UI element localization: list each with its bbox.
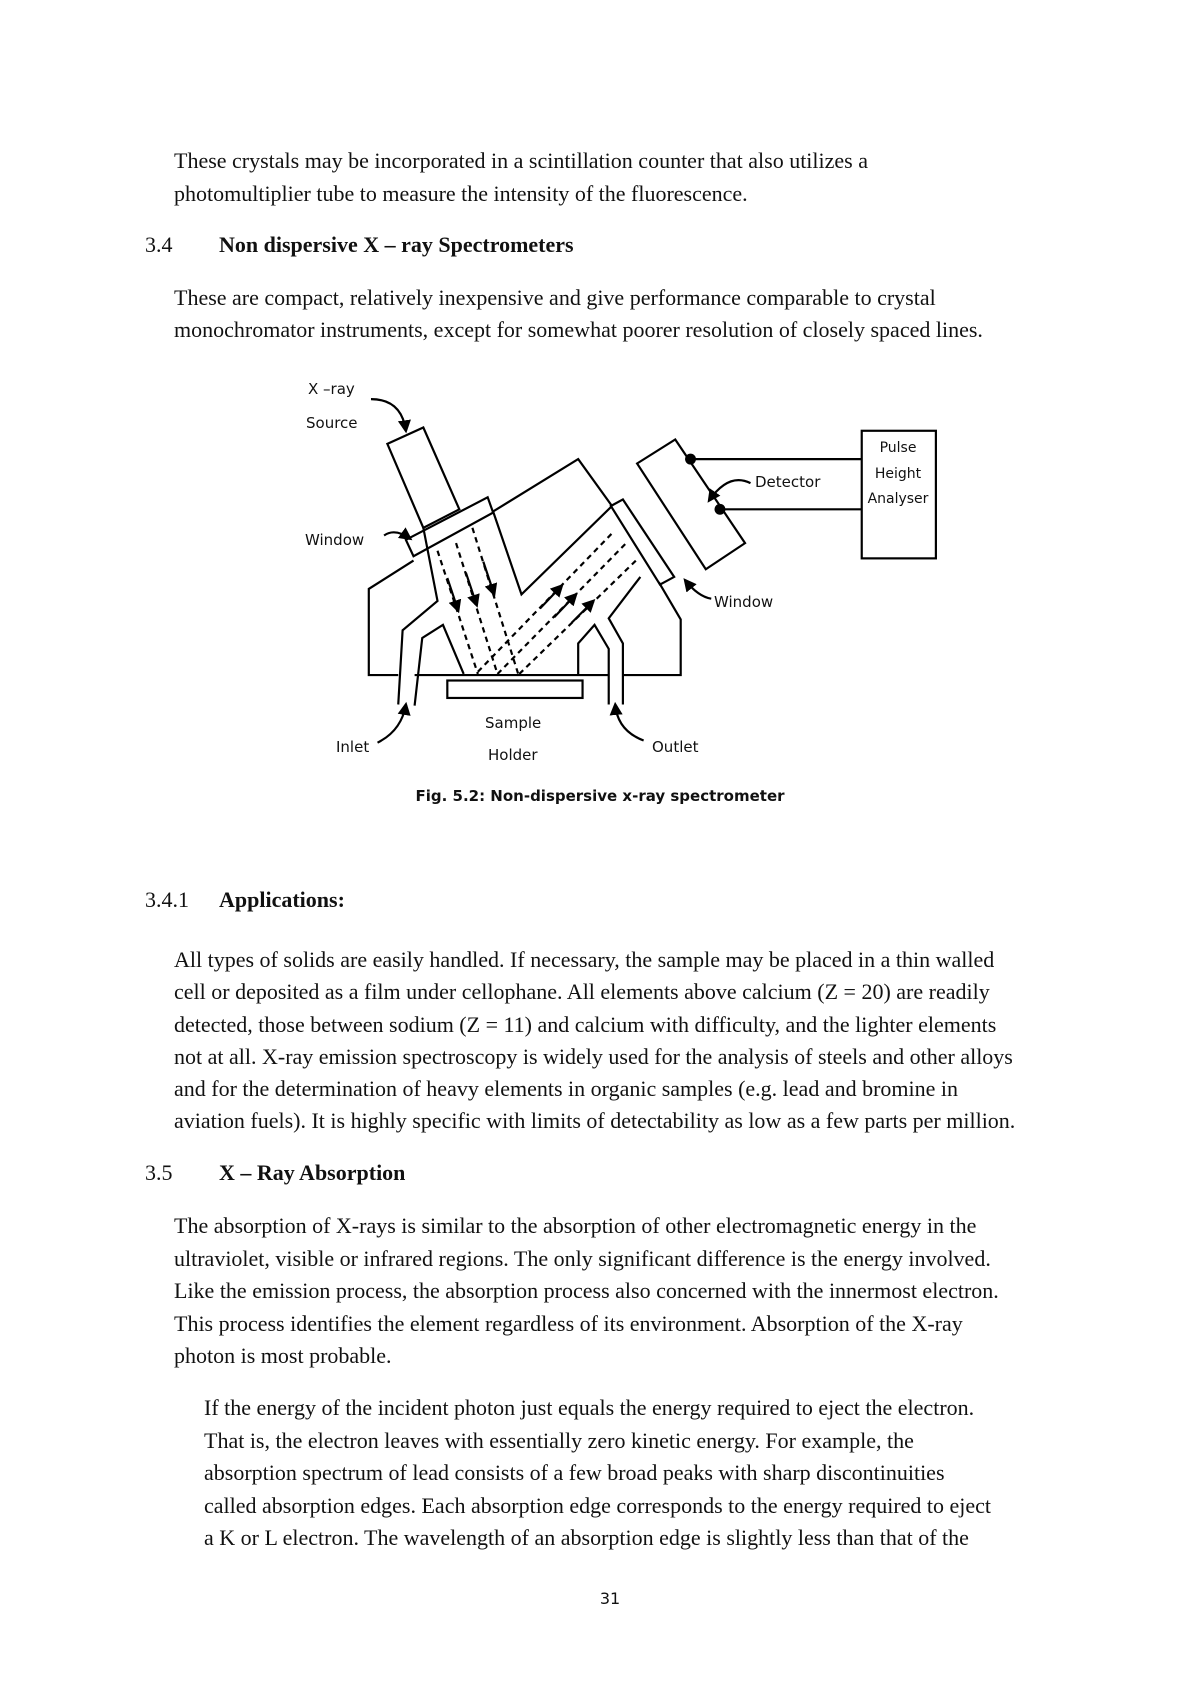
indented-paragraph-line: If the energy of the incident photon just equals the energy required to eject the electron. <box>204 1395 975 1420</box>
chamber-top <box>493 459 612 511</box>
paragraph-line: cell or deposited as a film under cellophane. All elements above calcium (Z = 20) are readily <box>174 979 990 1004</box>
paragraph-line: All types of solids are easily handled. If necessary, the sample may be placed in a thin walled <box>174 947 995 972</box>
indented-paragraph-line: absorption spectrum of lead consists of a few broad peaks with sharp discontinuities <box>204 1460 945 1485</box>
window-pointer-arrow <box>384 532 410 538</box>
down-ray-arrow <box>483 562 494 595</box>
paragraph-line: aviation fuels). It is highly specific with limits of detectability as low as a few parts per million. <box>174 1108 1016 1133</box>
window-right-pointer-arrow <box>685 580 711 599</box>
label-sample: Sample <box>485 714 542 732</box>
outlet-tube-outer <box>609 577 641 705</box>
label-analyser: Analyser <box>867 491 929 507</box>
paragraph-line: Like the emission process, the absorption process also concerned with the innermost electron. <box>174 1278 999 1303</box>
label-xray: X –ray <box>308 380 355 398</box>
chamber-left-wall <box>369 561 414 676</box>
detector-terminal <box>715 504 726 515</box>
indented-paragraph-line: called absorption edges. Each absorption edge corresponds to the energy required to eject <box>204 1493 992 1518</box>
paragraph-line: These are compact, relatively inexpensive and give performance comparable to crystal <box>174 285 936 310</box>
paragraph-line: ultraviolet, visible or infrared regions. The only significant difference is the energy involved. <box>174 1246 991 1271</box>
detector-pointer-arrow <box>709 480 750 500</box>
xray-source-tube <box>387 427 459 527</box>
paragraph-line: and for the determination of heavy elements in organic samples (e.g. lead and bromine in <box>174 1076 959 1101</box>
up-ray-arrow <box>572 601 594 623</box>
section-number: 3.5 <box>145 1160 173 1185</box>
source-window <box>406 497 493 556</box>
paragraph-line: detected, those between sodium (Z = 11) and calcium with difficulty, and the lighter elements <box>174 1012 997 1037</box>
label-source: Source <box>306 414 358 432</box>
inlet-tube-outer <box>398 528 437 705</box>
paragraph-line: not at all. X-ray emission spectroscopy is widely used for the analysis of steels and other alloys <box>174 1044 1013 1069</box>
indented-paragraph-line: That is, the electron leaves with essentially zero kinetic energy. For example, the <box>204 1428 914 1453</box>
inlet-pointer-arrow <box>378 705 406 743</box>
chamber-right-wall <box>623 582 681 675</box>
intro-line: photomultiplier tube to measure the intensity of the fluorescence. <box>174 181 748 206</box>
figure-caption: Fig. 5.2: Non-dispersive x-ray spectrometer <box>415 787 785 805</box>
up-ray-arrow <box>554 594 576 617</box>
label-inlet: Inlet <box>336 738 370 756</box>
source-pointer-arrow <box>371 399 406 431</box>
label-holder: Holder <box>488 746 538 764</box>
page-number: 31 <box>599 1589 621 1608</box>
paragraph-line: The absorption of X-rays is similar to the absorption of other electromagnetic energy in the <box>174 1213 977 1238</box>
section-heading: Applications: <box>219 887 345 912</box>
label-detector: Detector <box>755 473 821 491</box>
down-ray-arrow <box>466 573 477 606</box>
section-number: 3.4.1 <box>145 887 189 912</box>
section-heading: X – Ray Absorption <box>219 1160 406 1185</box>
paragraph-line: photon is most probable. <box>174 1343 392 1368</box>
indented-paragraph-line: a K or L electron. The wavelength of an absorption edge is slightly less than that of the <box>204 1525 969 1550</box>
down-ray-arrow <box>447 578 458 611</box>
label-window-right: Window <box>714 593 774 611</box>
label-pulse: Pulse <box>879 440 917 456</box>
outlet-pointer-arrow <box>615 705 643 741</box>
outlet-tube-inner <box>578 625 609 705</box>
detector <box>637 439 745 569</box>
detector-window <box>611 499 674 584</box>
sample-holder <box>447 681 582 698</box>
paragraph-line: monochromator instruments, except for somewhat poorer resolution of closely spaced lines. <box>174 317 983 342</box>
chamber-v-wall <box>493 506 612 594</box>
paragraph-line: This process identifies the element regardless of its environment. Absorption of the X-ray <box>174 1311 963 1336</box>
intro-line: These crystals may be incorporated in a scintillation counter that also utilizes a <box>174 148 868 173</box>
inlet-tube-inner <box>415 625 464 706</box>
label-window-left: Window <box>305 531 365 549</box>
label-outlet: Outlet <box>652 738 699 756</box>
label-height: Height <box>874 466 922 482</box>
section-number: 3.4 <box>145 232 173 257</box>
detector-terminal <box>685 454 696 465</box>
section-heading: Non dispersive X – ray Spectrometers <box>219 232 574 257</box>
up-ray-arrow <box>540 586 562 609</box>
